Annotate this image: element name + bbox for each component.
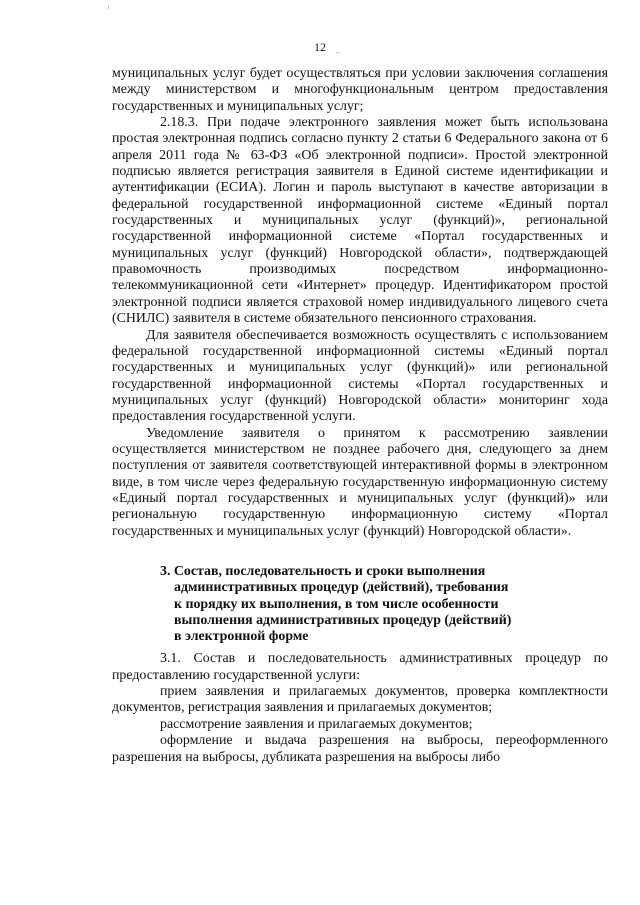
section-gap bbox=[112, 540, 608, 556]
document-body bbox=[112, 66, 608, 766]
heading-line-3: к порядку их выполнения, в том числе особенности bbox=[174, 596, 499, 612]
section-3-heading bbox=[160, 564, 540, 645]
heading-line-2: административных процедур (действий), требования bbox=[174, 580, 509, 596]
paragraph-2-18-3: 2.18.3. При подаче электронного заявления может быть использована простая электронная подпись согласно пункту 2 статьи 6 Федерального закона от 6 апреля 2011 года № 63-ФЗ «Об электронной подписи». Простой электронной подписью является регистрация заявителя в Единой системе идентификации и аутентификации (ЕСИА). Логин и пароль выступают в качестве авторизации в федеральной государственной информационной системе «Единый портал государственных и муниципальных услуг (функций)», региональной государственной информационной системе «Портал государственных и муниципальных услуг (функций) Новгородской области», подтверждающей правомочность производимых посредством информационно-телекоммуникационной сети «Интернет» процедур. Идентификатором простой электронной подписи является страховой номер индивидуального лицевого счета (СНИЛС) заявителя в системе обязательного пенсионного страхования. bbox=[112, 115, 608, 327]
page-number: 12 bbox=[314, 40, 326, 54]
heading-line-1: 3. Состав, последовательность и сроки выполнения bbox=[160, 563, 486, 579]
paragraph-3-1: 3.1. Состав и последовательность административных процедур по предоставлению государственной услуги: bbox=[112, 651, 608, 683]
heading-line-4: выполнения административных процедур (действий) bbox=[174, 612, 512, 628]
heading-line-5: в электронной форме bbox=[174, 629, 309, 645]
paragraph-monitoring: Для заявителя обеспечивается возможность осуществлять с использованием федеральной государственной информационной системы «Единый портал государственных и муниципальных услуг (функций)» или региональной государственной информационной системы «Портал государственных и муниципальных услуг (функций) Новгородской области» мониторинг хода предоставления государственной услуги. bbox=[112, 327, 608, 425]
paragraph-notification: Уведомление заявителя о принятом к рассмотрению заявлении осуществляется министерством не позднее рабочего дня, следующего за днем поступления от заявителя соответствующей интерактивной формы в электронном виде, в том числе через федеральную государственную информационную систему «Единый портал государственных и муниципальных услуг (функций)» или региональную государственную информационную систему «Портал государственных и муниципальных услуг (функций) Новгородской области». bbox=[112, 425, 608, 539]
list-item-review: рассмотрение заявления и прилагаемых документов; bbox=[160, 716, 473, 732]
paragraph-continuation: муниципальных услуг будет осуществляться при условии заключения соглашения между министерством и многофункциональным центром предоставления государственных и муниципальных услуг; bbox=[112, 66, 608, 114]
scan-mark bbox=[108, 6, 109, 9]
list-item-reception: прием заявления и прилагаемых документов, проверка комплектности документов, регистрация заявления и прилагаемых документов; bbox=[112, 684, 608, 716]
list-item-issuance: оформление и выдача разрешения на выбросы, переоформленного разрешения на выбросы, дубликата разрешения на выбросы либо bbox=[112, 733, 608, 765]
